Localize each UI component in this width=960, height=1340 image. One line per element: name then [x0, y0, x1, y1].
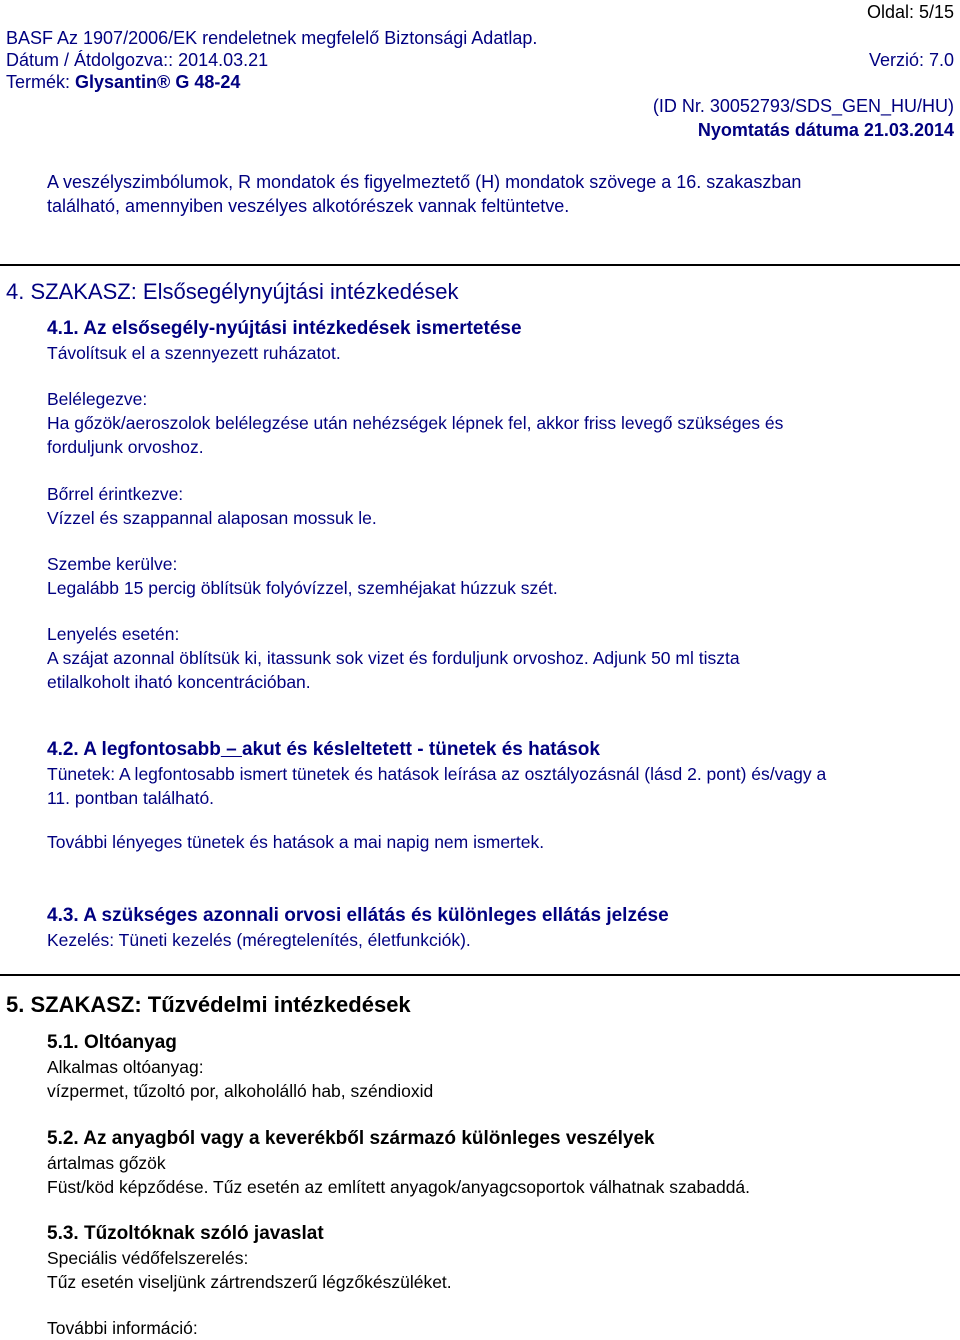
- subsection-5-3: [47, 1222, 952, 1340]
- skin-label: Bőrrel érintkezve:: [47, 484, 184, 504]
- product-line: [6, 72, 240, 92]
- eye-text: Legalább 15 percig öblítsük folyóvízzel, szemhéjakat húzzuk szét.: [47, 578, 558, 598]
- ingestion-label: Lenyelés esetén:: [47, 624, 180, 644]
- subsection-4-2: [47, 738, 952, 854]
- product-label: Termék:: [6, 72, 71, 92]
- ingestion-text: etilalkoholt iható koncentrációban.: [47, 672, 311, 692]
- heading-dash: –: [220, 739, 242, 760]
- eye-label: Szembe kerülve:: [47, 554, 178, 574]
- skin-block: [47, 482, 952, 530]
- subsection-heading: 5.1. Oltóanyag: [47, 1032, 177, 1053]
- inhalation-text: forduljunk orvoshoz.: [47, 437, 204, 457]
- print-date: Nyomtatás dátuma 21.03.2014: [697, 120, 954, 140]
- version: Verzió: 7.0: [868, 50, 954, 70]
- skin-text: Vízzel és szappannal alaposan mossuk le.: [47, 508, 377, 528]
- subsection-4-3: [47, 904, 952, 952]
- inhalation-block: [47, 387, 952, 459]
- subsection-heading: [47, 738, 952, 762]
- inhalation-text: Ha gőzök/aeroszolok belélegzése után nehézségek lépnek fel, akkor friss levegő szükséges és: [47, 413, 784, 433]
- subsection-5-2: [47, 1127, 952, 1199]
- hazard-text: ártalmas gőzök: [47, 1153, 166, 1173]
- section-4-title: 4. SZAKASZ: Elsősegélynyújtási intézkedések: [6, 279, 459, 304]
- subsection-heading: 4.1. Az elsősegély-nyújtási intézkedések ismertetése: [47, 318, 522, 339]
- equipment-text: Tűz esetén viseljünk zártrendszerű légzőkészüléket.: [47, 1272, 452, 1292]
- equipment-label: Speciális védőfelszerelés:: [47, 1248, 249, 1268]
- further-info-label: További információ:: [47, 1318, 198, 1338]
- media-text: vízpermet, tűzoltó por, alkoholálló hab, széndioxid: [47, 1081, 434, 1101]
- ingestion-text: A szájat azonnal öblítsük ki, itassunk sok vizet és forduljunk orvoshoz. Adjunk 50 ml tiszta: [47, 648, 740, 668]
- subsection-heading: 5.2. Az anyagból vagy a keverékből származó különleges veszélyek: [47, 1128, 655, 1149]
- heading-part: akut és késleltetett - tünetek és hatások: [241, 739, 600, 760]
- eye-block: [47, 552, 952, 600]
- symptoms-text: Tünetek: A legfontosabb ismert tünetek és hatások leírása az osztályozásnál (lásd 2. pont) és/vagy a: [47, 764, 827, 784]
- intro-note: [47, 170, 947, 218]
- general-advice: Távolítsuk el a szennyezett ruházatot.: [47, 343, 341, 363]
- subsection-5-1: [47, 1031, 952, 1103]
- hazard-text: Füst/köd képződése. Tűz esetén az említett anyagok/anyagcsoportok válhatnak szabaddá.: [47, 1177, 751, 1197]
- intro-line: található, amennyiben veszélyes alkotórészek vannak feltüntetve.: [47, 196, 570, 216]
- intro-line: A veszélyszimbólumok, R mondatok és figyelmeztető (H) mondatok szövege a 16. szakaszban: [47, 172, 802, 192]
- ingestion-block: [47, 622, 952, 694]
- product-name: Glysantin® G 48-24: [75, 72, 241, 92]
- document-id: (ID Nr. 30052793/SDS_GEN_HU/HU): [652, 96, 954, 116]
- subsection-heading: 5.3. Tűzoltóknak szóló javaslat: [47, 1223, 324, 1244]
- section-5-title: 5. SZAKASZ: Tűzvédelmi intézkedések: [6, 992, 411, 1017]
- document-title: BASF Az 1907/2006/EK rendeletnek megfelelő Biztonsági Adatlap.: [6, 28, 538, 48]
- revision-date: Dátum / Átdolgozva:: 2014.03.21: [6, 50, 269, 70]
- treatment-text: Kezelés: Tüneti kezelés (méregtelenítés, életfunkciók).: [47, 930, 471, 950]
- subsection-4-1: [47, 317, 952, 365]
- media-label: Alkalmas oltóanyag:: [47, 1057, 204, 1077]
- further-symptoms: További lényeges tünetek és hatások a mai napig nem ismertek.: [47, 832, 545, 852]
- heading-part: 4.2. A legfontosabb: [47, 739, 221, 760]
- inhalation-label: Belélegezve:: [47, 389, 148, 409]
- subsection-heading: 4.3. A szükséges azonnali orvosi ellátás és különleges ellátás jelzése: [47, 905, 669, 926]
- section-divider: [0, 974, 960, 976]
- section-divider: [0, 264, 960, 266]
- symptoms-text: 11. pontban található.: [47, 788, 215, 808]
- page-number: Oldal: 5/15: [866, 2, 954, 22]
